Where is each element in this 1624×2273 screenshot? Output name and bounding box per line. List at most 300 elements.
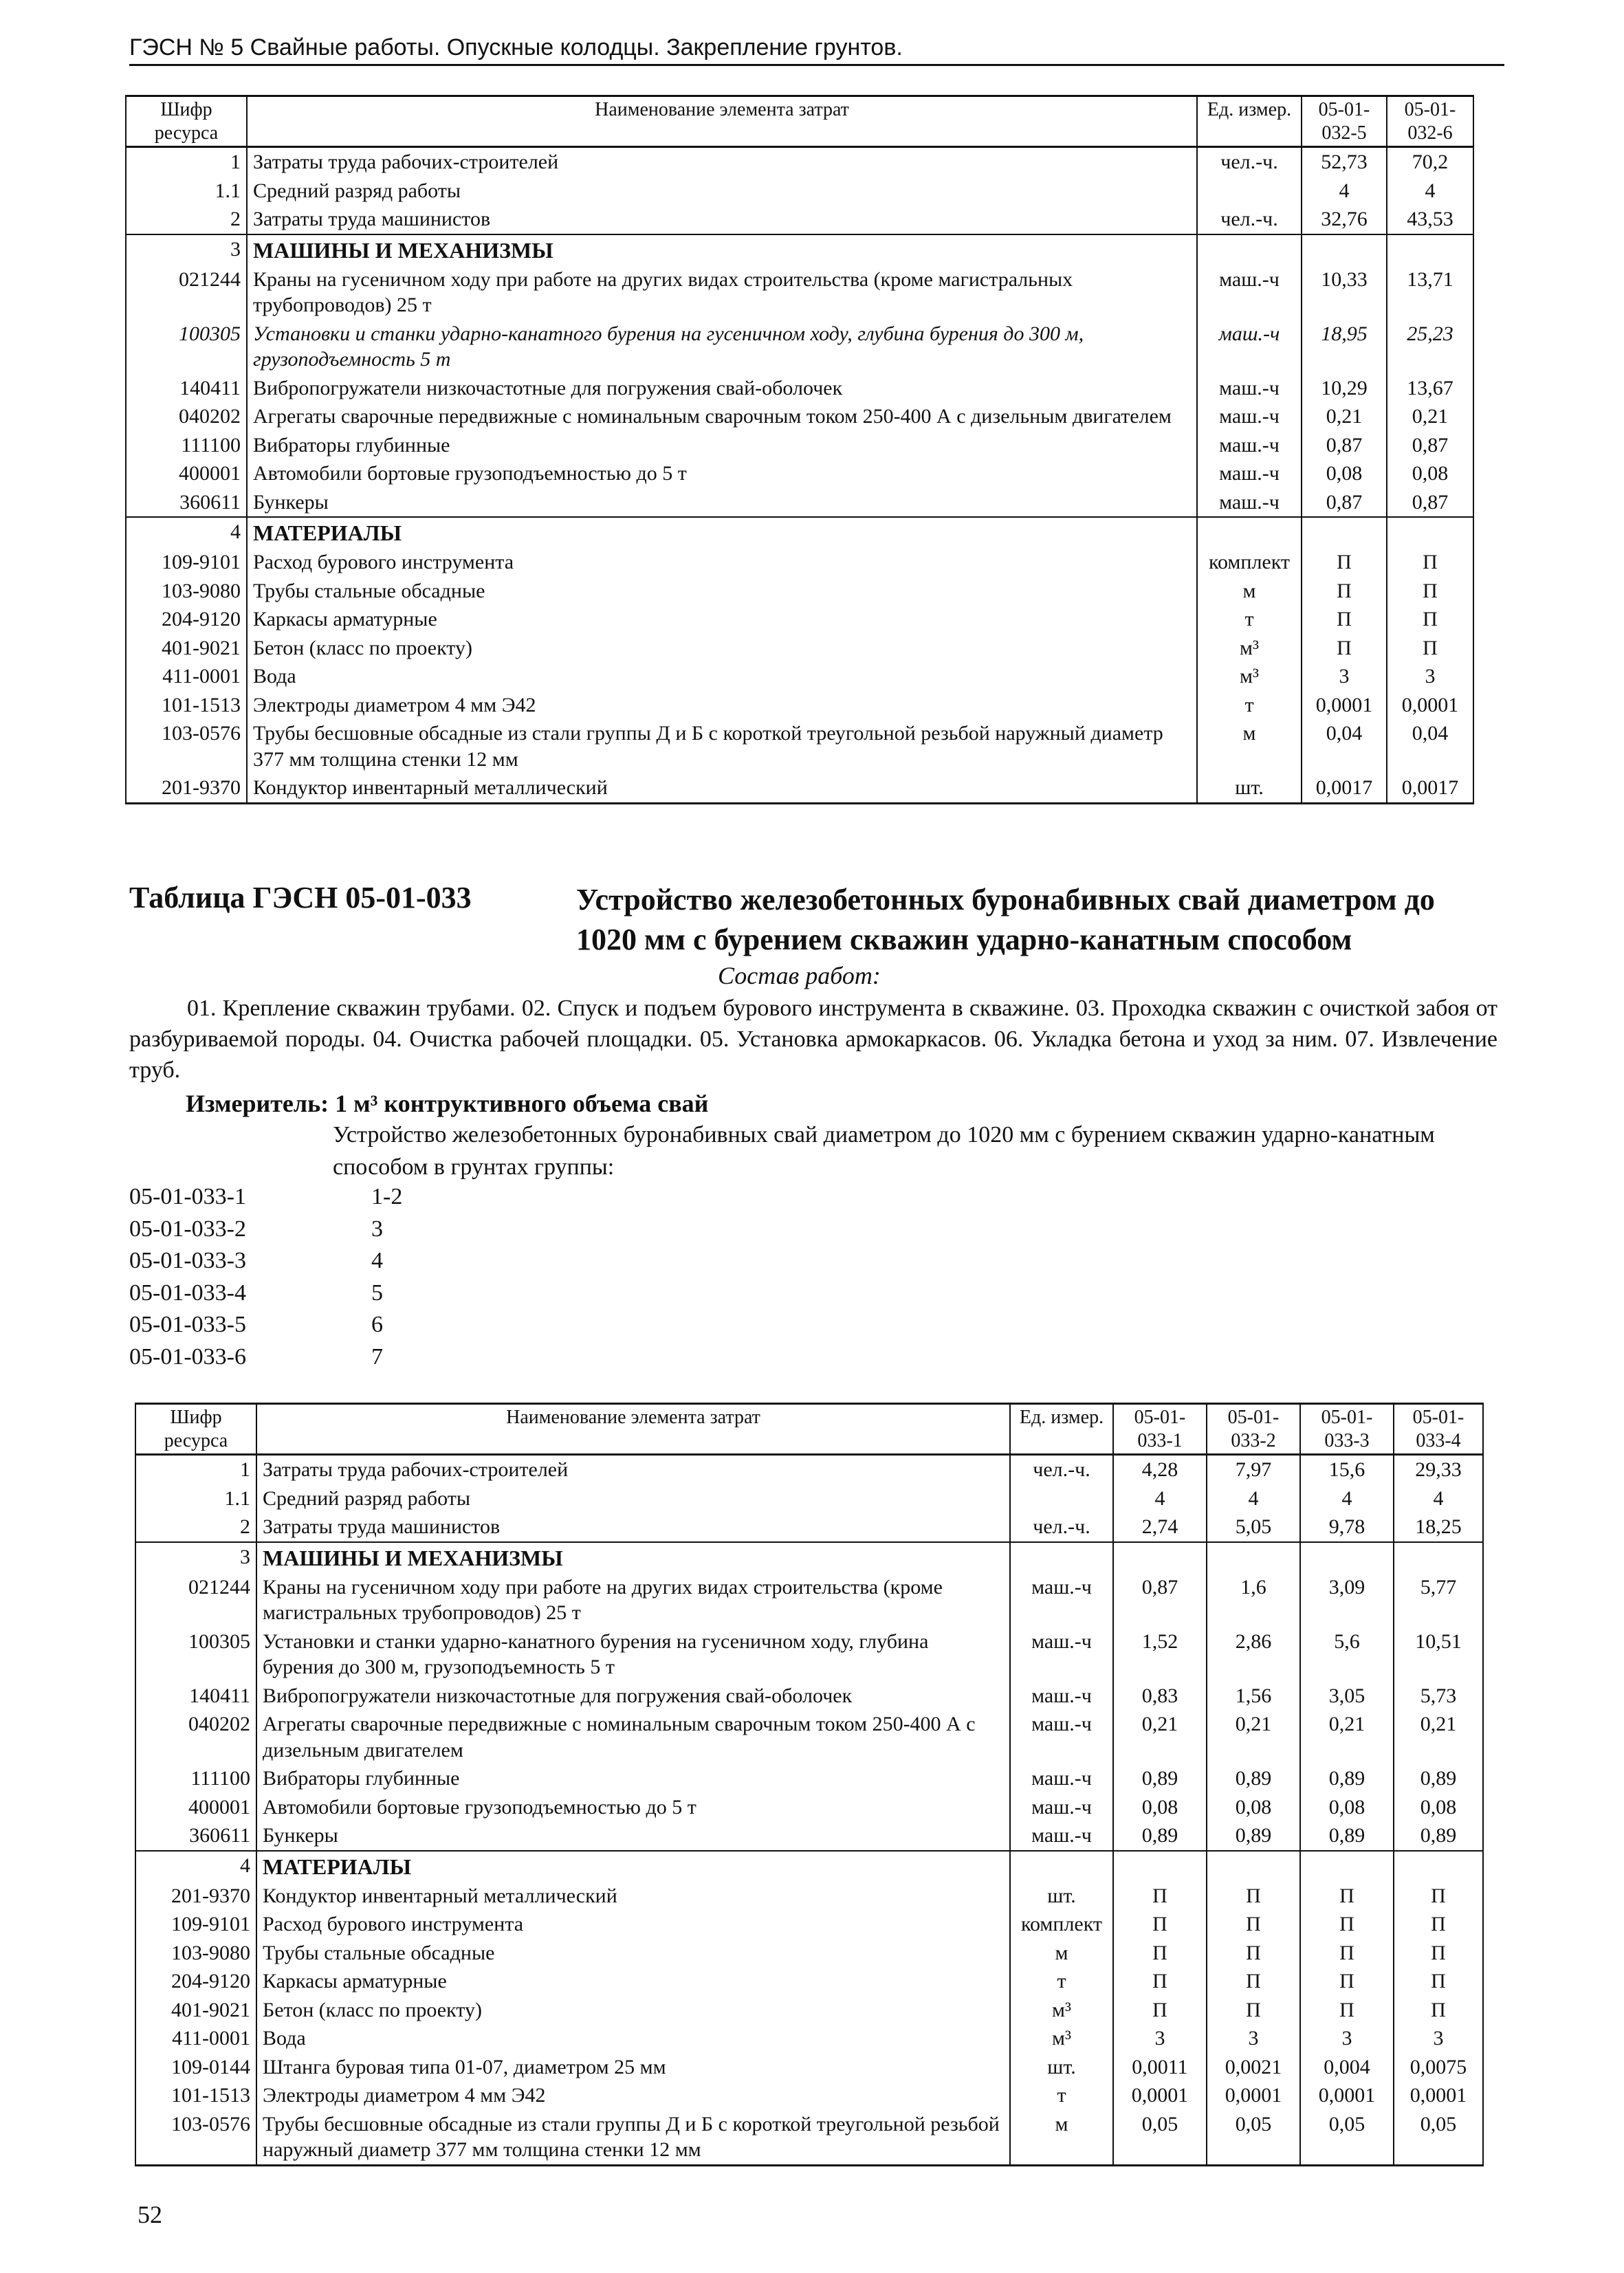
value-cell <box>1387 234 1473 265</box>
variant-code: 05-01-033-3 <box>129 1248 246 1274</box>
value-cell: 43,53 <box>1387 205 1473 234</box>
resource-code: 4 <box>135 1851 256 1882</box>
resource-code: 1.1 <box>126 177 247 206</box>
value-cell: 0,05 <box>1394 2110 1483 2166</box>
resource-name: Агрегаты сварочные передвижные с номинальным сварочным током 250-400 А с дизельным двигателем <box>247 402 1197 431</box>
value-cell: 3 <box>1300 2024 1394 2053</box>
resource-name: Автомобили бортовые грузоподъемностью до 5 т <box>256 1793 1010 1822</box>
resource-name: Краны на гусеничном ходу при работе на других видах строительства (кроме магистральных трубопроводов) 25 т <box>256 1573 1010 1627</box>
resource-code: 040202 <box>135 1710 256 1764</box>
unit-cell: т <box>1010 1967 1113 1996</box>
table-row <box>126 147 1473 177</box>
value-cell: П <box>1207 1967 1300 1996</box>
resource-code: 140411 <box>126 374 247 403</box>
variant-code: 05-01-033-2 <box>129 1216 246 1242</box>
resource-name: МАШИНЫ И МЕХАНИЗМЫ <box>256 1542 1010 1573</box>
resource-code: 109-9101 <box>135 1910 256 1939</box>
table-row <box>126 234 1473 265</box>
resource-code: 021244 <box>126 265 247 320</box>
value-cell: 0,0001 <box>1113 2081 1207 2110</box>
variant-row <box>129 1181 402 1214</box>
value-cell: 0,21 <box>1394 1710 1483 1764</box>
value-cell: 32,76 <box>1302 205 1387 234</box>
table-row <box>126 177 1473 206</box>
unit-cell: шт. <box>1197 773 1302 803</box>
value-cell: 0,08 <box>1394 1793 1483 1822</box>
resource-code: 360611 <box>135 1821 256 1851</box>
unit-cell: м³ <box>1197 634 1302 663</box>
value-cell: 18,25 <box>1394 1513 1483 1542</box>
unit-cell <box>1197 234 1302 265</box>
value-cell: 0,21 <box>1300 1710 1394 1764</box>
unit-cell: маш.-ч <box>1197 320 1302 374</box>
table-row <box>126 605 1473 634</box>
resource-name: Трубы стальные обсадные <box>256 1939 1010 1968</box>
resource-name: Электроды диаметром 4 мм Э42 <box>247 691 1197 720</box>
value-cell: 4 <box>1387 177 1473 206</box>
resource-code: 204-9120 <box>126 605 247 634</box>
value-cell: 4,28 <box>1113 1455 1207 1484</box>
value-cell: 0,04 <box>1387 719 1473 773</box>
value-cell: 1,56 <box>1207 1682 1300 1711</box>
value-cell <box>1300 1542 1394 1573</box>
value-cell: 0,21 <box>1387 402 1473 431</box>
resource-code: 101-1513 <box>126 691 247 720</box>
table-row <box>135 1939 1483 1968</box>
value-cell <box>1302 517 1387 548</box>
value-cell: 10,33 <box>1302 265 1387 320</box>
unit-cell: т <box>1010 2081 1113 2110</box>
value-cell: П <box>1113 1967 1207 1996</box>
table-row <box>126 265 1473 320</box>
value-cell: П <box>1387 605 1473 634</box>
value-cell: П <box>1300 1910 1394 1939</box>
resource-code: 411-0001 <box>126 662 247 691</box>
value-cell: П <box>1302 577 1387 606</box>
col-header-033-3: 05-01-033-3 <box>1300 1404 1394 1455</box>
value-cell: 18,95 <box>1302 320 1387 374</box>
col-header-code: Шифр ресурса <box>126 96 247 147</box>
value-cell: 5,6 <box>1300 1627 1394 1682</box>
value-cell: П <box>1113 1882 1207 1911</box>
table-label: Таблица ГЭСН 05-01-033 <box>129 881 472 914</box>
value-cell: 0,89 <box>1394 1821 1483 1851</box>
value-cell: П <box>1113 1996 1207 2025</box>
value-cell: 0,0017 <box>1387 773 1473 803</box>
composition-title: Состав работ: <box>718 962 881 989</box>
value-cell: 0,89 <box>1300 1821 1394 1851</box>
variant-code: 05-01-033-6 <box>129 1343 246 1370</box>
value-cell: П <box>1207 1910 1300 1939</box>
value-cell: 3 <box>1302 662 1387 691</box>
table-row <box>135 2110 1483 2166</box>
table-row <box>126 517 1473 548</box>
unit-cell: комплект <box>1010 1910 1113 1939</box>
col-header-code: Шифр ресурса <box>135 1404 256 1455</box>
value-cell: 7,97 <box>1207 1455 1300 1484</box>
value-cell: П <box>1113 1939 1207 1968</box>
variants-description: Устройство железобетонных буронабивных свай диаметром до 1020 мм с бурением скважин ударно-канатным способом в грунтах группы: <box>333 1122 1435 1180</box>
resource-code: 103-0576 <box>135 2110 256 2166</box>
resource-code: 111100 <box>135 1764 256 1793</box>
value-cell: 0,89 <box>1113 1764 1207 1793</box>
value-cell: 0,05 <box>1300 2110 1394 2166</box>
resource-name: Вода <box>247 662 1197 691</box>
resource-name: Каркасы арматурные <box>247 605 1197 634</box>
value-cell: П <box>1387 634 1473 663</box>
value-cell: 0,83 <box>1113 1682 1207 1711</box>
variants-list <box>129 1181 402 1373</box>
resource-code: 2 <box>135 1513 256 1542</box>
table-row <box>135 1484 1483 1513</box>
value-cell: 0,0001 <box>1394 2081 1483 2110</box>
unit-cell: маш.-ч <box>1197 402 1302 431</box>
value-cell: 3,05 <box>1300 1682 1394 1711</box>
unit-cell: комплект <box>1197 548 1302 577</box>
value-cell: 0,05 <box>1207 2110 1300 2166</box>
table-row <box>135 1882 1483 1911</box>
table-row <box>126 402 1473 431</box>
value-cell <box>1300 1851 1394 1882</box>
value-cell: 0,87 <box>1387 431 1473 460</box>
value-cell: 0,0021 <box>1207 2053 1300 2082</box>
resource-name: Бункеры <box>247 488 1197 518</box>
value-cell: 3 <box>1394 2024 1483 2053</box>
resource-code: 040202 <box>126 402 247 431</box>
value-cell: П <box>1387 577 1473 606</box>
table-row <box>135 1710 1483 1764</box>
value-cell: 1,52 <box>1113 1627 1207 1682</box>
value-cell: 0,89 <box>1207 1821 1300 1851</box>
value-cell: 0,08 <box>1387 459 1473 488</box>
value-cell: 0,08 <box>1302 459 1387 488</box>
table-row <box>135 1682 1483 1711</box>
unit-cell: м³ <box>1010 2024 1113 2053</box>
table-row <box>126 459 1473 488</box>
resource-name: Бетон (класс по проекту) <box>247 634 1197 663</box>
resource-code: 021244 <box>135 1573 256 1627</box>
table-row <box>126 773 1473 803</box>
resource-code: 401-9021 <box>126 634 247 663</box>
resource-code: 109-0144 <box>135 2053 256 2082</box>
value-cell: П <box>1387 548 1473 577</box>
resource-code: 4 <box>126 517 247 548</box>
resource-name: Электроды диаметром 4 мм Э42 <box>256 2081 1010 2110</box>
value-cell: 0,89 <box>1113 1821 1207 1851</box>
resource-table-032 <box>125 95 1474 804</box>
value-cell: 0,21 <box>1207 1710 1300 1764</box>
value-cell: 13,71 <box>1387 265 1473 320</box>
unit-cell: маш.-ч <box>1197 265 1302 320</box>
value-cell: 4 <box>1394 1484 1483 1513</box>
variant-group: 1-2 <box>371 1184 403 1209</box>
value-cell: 0,0001 <box>1302 691 1387 720</box>
col-header-032-5: 05-01-032-5 <box>1302 96 1387 147</box>
value-cell <box>1387 517 1473 548</box>
resource-code: 2 <box>126 205 247 234</box>
value-cell: 29,33 <box>1394 1455 1483 1484</box>
page-number: 52 <box>138 2201 162 2228</box>
value-cell: 9,78 <box>1300 1513 1394 1542</box>
unit-cell: м <box>1197 719 1302 773</box>
value-cell: 0,89 <box>1207 1764 1300 1793</box>
unit-cell <box>1197 177 1302 206</box>
value-cell: 13,67 <box>1387 374 1473 403</box>
table-row <box>135 1573 1483 1627</box>
value-cell <box>1207 1542 1300 1573</box>
col-header-033-4: 05-01-033-4 <box>1394 1404 1483 1455</box>
table-row <box>135 1542 1483 1573</box>
resource-name: Агрегаты сварочные передвижные с номинальным сварочным током 250-400 А с дизельным двигателем <box>256 1710 1010 1764</box>
resource-name: МАТЕРИАЛЫ <box>256 1851 1010 1882</box>
table-row <box>126 374 1473 403</box>
table-row <box>126 548 1473 577</box>
value-cell: П <box>1394 1967 1483 1996</box>
table-row <box>135 1455 1483 1484</box>
resource-code: 400001 <box>126 459 247 488</box>
table-row <box>126 662 1473 691</box>
unit-cell: м³ <box>1010 1996 1113 2025</box>
value-cell: П <box>1300 1996 1394 2025</box>
value-cell: П <box>1394 1939 1483 1968</box>
value-cell: П <box>1300 1882 1394 1911</box>
unit-cell: чел.-ч. <box>1197 205 1302 234</box>
table-row <box>126 691 1473 720</box>
value-cell: П <box>1300 1939 1394 1968</box>
table-row <box>126 719 1473 773</box>
value-cell: 0,08 <box>1113 1793 1207 1822</box>
value-cell: 1,6 <box>1207 1573 1300 1627</box>
resource-code: 1.1 <box>135 1484 256 1513</box>
resource-name: Средний разряд работы <box>247 177 1197 206</box>
composition-text: 01. Крепление скважин трубами. 02. Спуск и подъем бурового инструмента в скважине. 03. Проходка скважин с очисткой забоя от разбуриваемой породы. 04. Очистка рабочей площадки. 05. Установка армокаркасов. 06. Укладка бетона и уход за ним. 07. Извлечение труб. <box>129 996 1497 1084</box>
resource-name: Вибраторы глубинные <box>247 431 1197 460</box>
variant-group: 5 <box>371 1280 383 1306</box>
resource-name: Краны на гусеничном ходу при работе на других видах строительства (кроме магистральных трубопроводов) 25 т <box>247 265 1197 320</box>
value-cell: П <box>1207 1996 1300 2025</box>
unit-cell: маш.-ч <box>1010 1793 1113 1822</box>
unit-cell <box>1197 517 1302 548</box>
resource-name: Кондуктор инвентарный металлический <box>247 773 1197 803</box>
unit-cell <box>1010 1851 1113 1882</box>
table-row <box>135 2053 1483 2082</box>
value-cell: 0,05 <box>1113 2110 1207 2166</box>
unit-cell: м <box>1197 577 1302 606</box>
value-cell: 0,004 <box>1300 2053 1394 2082</box>
unit-cell: маш.-ч <box>1010 1764 1113 1793</box>
resource-name: Затраты труда машинистов <box>247 205 1197 234</box>
resource-name: Расход бурового инструмента <box>247 548 1197 577</box>
resource-name: Установки и станки ударно-канатного бурения на гусеничном ходу, глубина бурения до 300 м, грузоподъемность 5 т <box>247 320 1197 374</box>
resource-code: 400001 <box>135 1793 256 1822</box>
value-cell: 0,21 <box>1113 1710 1207 1764</box>
table-row <box>126 488 1473 518</box>
table-row <box>135 1996 1483 2025</box>
resource-code: 1 <box>126 147 247 177</box>
resource-name: Затраты труда рабочих-строителей <box>247 147 1197 177</box>
resource-code: 204-9120 <box>135 1967 256 1996</box>
variant-group: 4 <box>371 1248 383 1274</box>
variant-row <box>129 1309 402 1341</box>
running-header: ГЭСН № 5 Свайные работы. Опускные колодцы. Закрепление грунтов. <box>129 34 1504 66</box>
value-cell: 25,23 <box>1387 320 1473 374</box>
resource-name: Расход бурового инструмента <box>256 1910 1010 1939</box>
resource-name: Каркасы арматурные <box>256 1967 1010 1996</box>
value-cell: 10,29 <box>1302 374 1387 403</box>
value-cell: П <box>1394 1996 1483 2025</box>
resource-name: Бункеры <box>256 1821 1010 1851</box>
unit-cell: м <box>1010 1939 1113 1968</box>
variant-row <box>129 1341 402 1374</box>
variant-row <box>129 1214 402 1246</box>
value-cell: 4 <box>1302 177 1387 206</box>
table-header-row <box>126 96 1473 147</box>
value-cell: 0,0011 <box>1113 2053 1207 2082</box>
value-cell: 2,86 <box>1207 1627 1300 1682</box>
value-cell: 0,0075 <box>1394 2053 1483 2082</box>
value-cell: 0,87 <box>1302 488 1387 518</box>
resource-name: Затраты труда машинистов <box>256 1513 1010 1542</box>
resource-name: Вибропогружатели низкочастотные для погружения свай-оболочек <box>247 374 1197 403</box>
table-row <box>126 320 1473 374</box>
resource-name: Вибраторы глубинные <box>256 1764 1010 1793</box>
resource-code: 100305 <box>126 320 247 374</box>
resource-name: Установки и станки ударно-канатного бурения на гусеничном ходу, глубина бурения до 300 м, грузоподъемность 5 т <box>256 1627 1010 1682</box>
value-cell: 70,2 <box>1387 147 1473 177</box>
resource-code: 103-0576 <box>126 719 247 773</box>
resource-code: 201-9370 <box>126 773 247 803</box>
table-header-row <box>135 1404 1483 1455</box>
resource-name: МАШИНЫ И МЕХАНИЗМЫ <box>247 234 1197 265</box>
value-cell: П <box>1207 1939 1300 1968</box>
value-cell: П <box>1113 1910 1207 1939</box>
unit-cell: маш.-ч <box>1010 1710 1113 1764</box>
unit-cell: маш.-ч <box>1010 1821 1113 1851</box>
table-row <box>126 431 1473 460</box>
resource-code: 401-9021 <box>135 1996 256 2025</box>
col-header-name: Наименование элемента затрат <box>256 1404 1010 1455</box>
resource-code: 140411 <box>135 1682 256 1711</box>
unit-cell: чел.-ч. <box>1010 1513 1113 1542</box>
resource-code: 109-9101 <box>126 548 247 577</box>
value-cell: 10,51 <box>1394 1627 1483 1682</box>
resource-code: 103-9080 <box>135 1939 256 1968</box>
col-header-unit: Ед. измер. <box>1197 96 1302 147</box>
table-row <box>126 205 1473 234</box>
value-cell: 3 <box>1387 662 1473 691</box>
variant-code: 05-01-033-4 <box>129 1280 246 1306</box>
table-row <box>135 2081 1483 2110</box>
unit-cell: маш.-ч <box>1197 459 1302 488</box>
value-cell: 5,77 <box>1394 1573 1483 1627</box>
value-cell: 0,87 <box>1302 431 1387 460</box>
table-row <box>135 1821 1483 1851</box>
value-cell: 5,05 <box>1207 1513 1300 1542</box>
unit-cell: т <box>1197 605 1302 634</box>
table-row <box>126 577 1473 606</box>
variant-group: 6 <box>371 1312 383 1338</box>
value-cell <box>1113 1851 1207 1882</box>
value-cell: 0,04 <box>1302 719 1387 773</box>
value-cell: 0,89 <box>1394 1764 1483 1793</box>
variant-row <box>129 1277 402 1310</box>
value-cell: 15,6 <box>1300 1455 1394 1484</box>
variant-group: 7 <box>371 1343 383 1370</box>
value-cell: 0,21 <box>1302 402 1387 431</box>
resource-code: 360611 <box>126 488 247 518</box>
resource-name: Вода <box>256 2024 1010 2053</box>
resource-name: Трубы бесшовные обсадные из стали группы Д и Б с короткой треугольной резьбой наружный диаметр 377 мм толщина стенки 12 мм <box>256 2110 1010 2166</box>
resource-code: 3 <box>135 1542 256 1573</box>
resource-code: 111100 <box>126 431 247 460</box>
value-cell: 2,74 <box>1113 1513 1207 1542</box>
meter-line: Измеритель: 1 м³ контруктивного объема свай <box>186 1090 709 1117</box>
resource-code: 201-9370 <box>135 1882 256 1911</box>
resource-table-033 <box>135 1403 1484 2166</box>
value-cell: П <box>1302 605 1387 634</box>
resource-name: Автомобили бортовые грузоподъемностью до 5 т <box>247 459 1197 488</box>
table-row <box>135 1851 1483 1882</box>
resource-code: 103-9080 <box>126 577 247 606</box>
value-cell: 4 <box>1113 1484 1207 1513</box>
unit-cell: маш.-ч <box>1010 1573 1113 1627</box>
resource-code: 100305 <box>135 1627 256 1682</box>
value-cell: 3 <box>1207 2024 1300 2053</box>
value-cell: П <box>1394 1882 1483 1911</box>
resource-name: МАТЕРИАЛЫ <box>247 517 1197 548</box>
unit-cell: маш.-ч <box>1197 431 1302 460</box>
value-cell: 0,87 <box>1113 1573 1207 1627</box>
value-cell: 0,08 <box>1300 1793 1394 1822</box>
unit-cell: м <box>1010 2110 1113 2166</box>
value-cell: 0,0001 <box>1300 2081 1394 2110</box>
table-row <box>126 634 1473 663</box>
value-cell: 4 <box>1300 1484 1394 1513</box>
variant-group: 3 <box>371 1216 383 1242</box>
value-cell: П <box>1394 1910 1483 1939</box>
unit-cell: маш.-ч <box>1197 374 1302 403</box>
table-row <box>135 1513 1483 1542</box>
unit-cell <box>1010 1484 1113 1513</box>
value-cell: 0,87 <box>1387 488 1473 518</box>
col-header-unit: Ед. измер. <box>1010 1404 1113 1455</box>
value-cell <box>1394 1542 1483 1573</box>
unit-cell: м³ <box>1197 662 1302 691</box>
table-heading: Устройство железобетонных буронабивных свай диаметром до 1020 мм с бурением скважин ударно-канатным способом <box>576 883 1435 957</box>
value-cell: 3,09 <box>1300 1573 1394 1627</box>
resource-name: Вибропогружатели низкочастотные для погружения свай-оболочек <box>256 1682 1010 1711</box>
resource-code: 3 <box>126 234 247 265</box>
table-row <box>135 1764 1483 1793</box>
resource-name: Бетон (класс по проекту) <box>256 1996 1010 2025</box>
resource-name: Средний разряд работы <box>256 1484 1010 1513</box>
col-header-032-6: 05-01-032-6 <box>1387 96 1473 147</box>
value-cell: 0,0017 <box>1302 773 1387 803</box>
resource-code: 1 <box>135 1455 256 1484</box>
unit-cell: шт. <box>1010 2053 1113 2082</box>
value-cell <box>1394 1851 1483 1882</box>
unit-cell: маш.-ч <box>1010 1627 1113 1682</box>
col-header-033-2: 05-01-033-2 <box>1207 1404 1300 1455</box>
value-cell: 3 <box>1113 2024 1207 2053</box>
unit-cell: т <box>1197 691 1302 720</box>
resource-name: Штанга буровая типа 01-07, диаметром 25 мм <box>256 2053 1010 2082</box>
value-cell: 52,73 <box>1302 147 1387 177</box>
unit-cell <box>1010 1542 1113 1573</box>
value-cell: 0,89 <box>1300 1764 1394 1793</box>
table-row <box>135 1910 1483 1939</box>
col-header-033-1: 05-01-033-1 <box>1113 1404 1207 1455</box>
